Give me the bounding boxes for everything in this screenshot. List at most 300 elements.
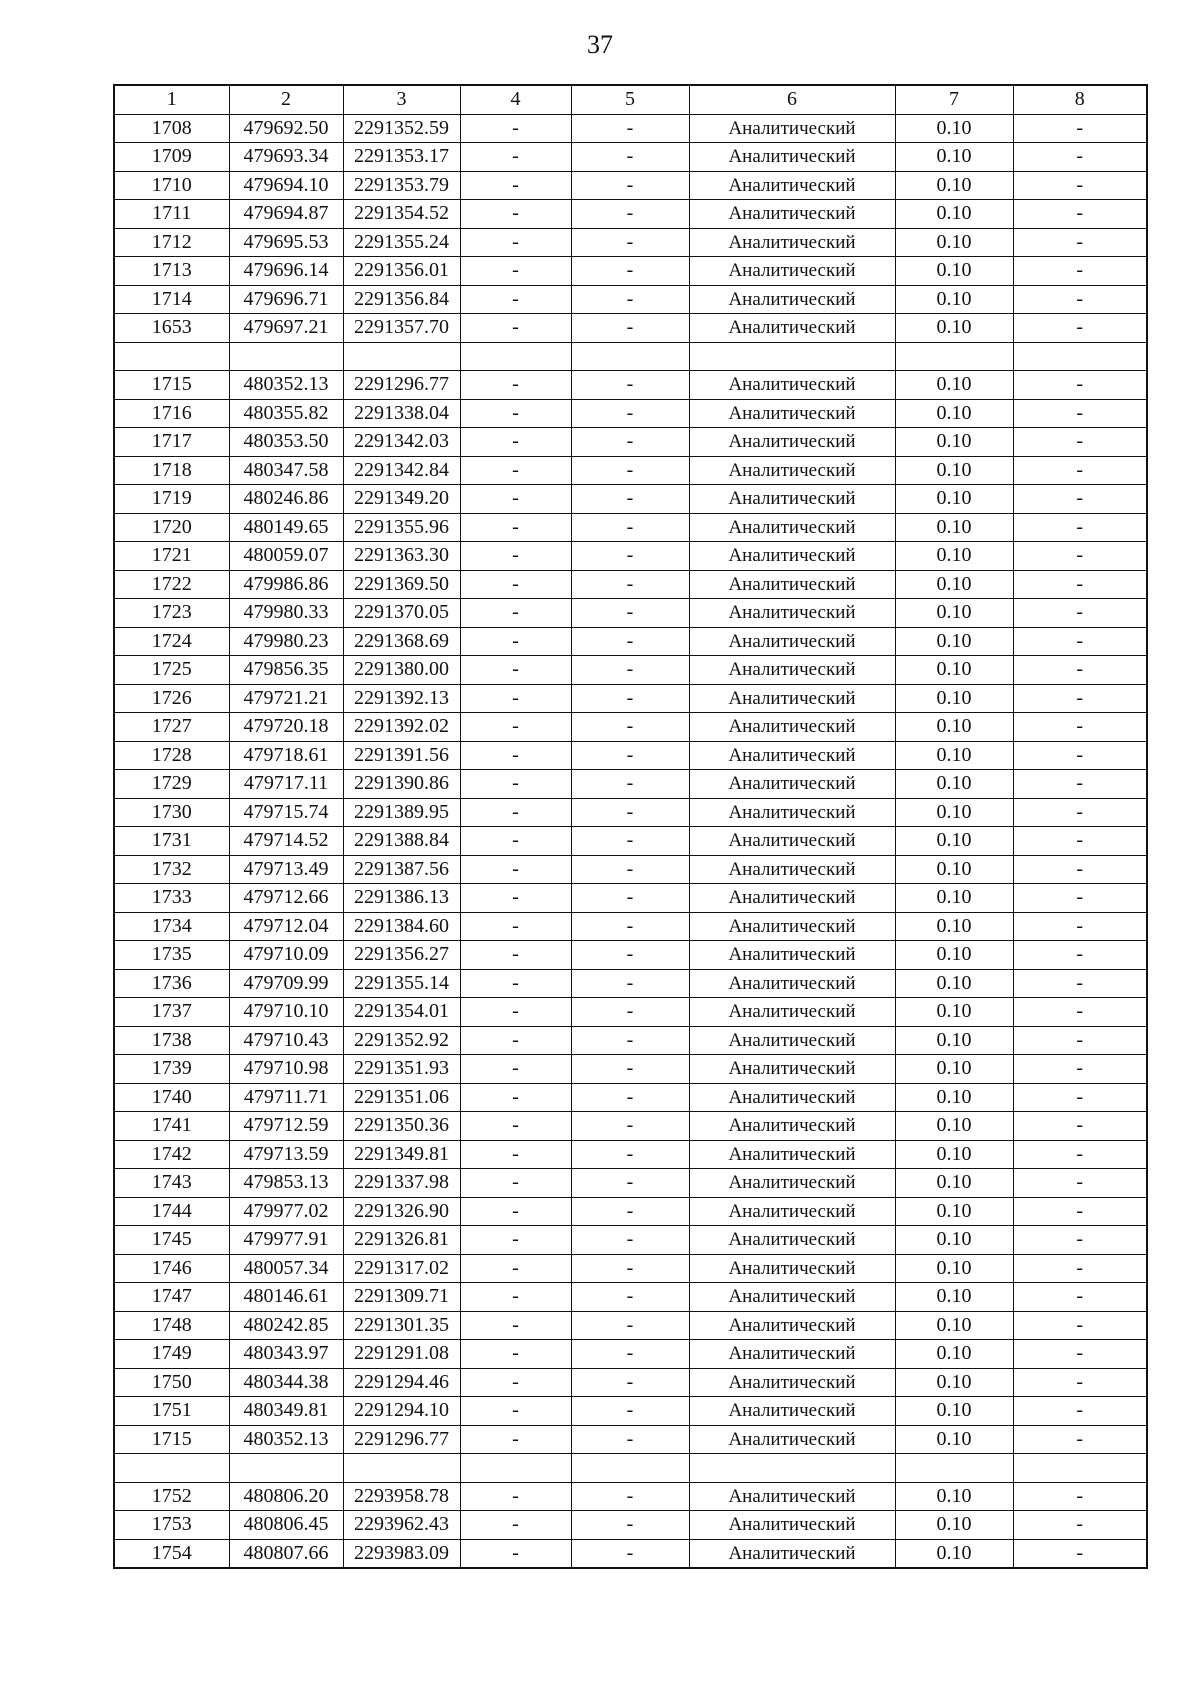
x-coordinate-cell: 479712.04 [229, 912, 343, 941]
col5-cell: - [571, 570, 689, 599]
col8-cell: - [1013, 1482, 1147, 1511]
x-coordinate-cell: 479692.50 [229, 114, 343, 143]
accuracy-cell: 0.10 [895, 200, 1013, 229]
col8-cell: - [1013, 1083, 1147, 1112]
method-cell: Аналитический [689, 371, 895, 400]
col8-cell: - [1013, 884, 1147, 913]
y-coordinate-cell: 2291354.52 [343, 200, 460, 229]
method-cell: Аналитический [689, 827, 895, 856]
y-coordinate-cell: 2291353.79 [343, 171, 460, 200]
col5-cell: - [571, 257, 689, 286]
method-cell: Аналитический [689, 513, 895, 542]
table-row [114, 1254, 1147, 1283]
method-cell: Аналитический [689, 1026, 895, 1055]
col5-cell: - [571, 1026, 689, 1055]
header-row [114, 85, 1147, 114]
col4-cell: - [460, 941, 571, 970]
table-row [114, 1083, 1147, 1112]
col5-cell: - [571, 741, 689, 770]
accuracy-cell: 0.10 [895, 941, 1013, 970]
x-coordinate-cell: 479693.34 [229, 143, 343, 172]
col5-cell: - [571, 513, 689, 542]
method-cell: Аналитический [689, 1112, 895, 1141]
col5-cell: - [571, 855, 689, 884]
col8-cell: - [1013, 1539, 1147, 1568]
accuracy-cell: 0.10 [895, 257, 1013, 286]
col4-cell: - [460, 200, 571, 229]
col4-cell: - [460, 456, 571, 485]
col5-cell: - [571, 941, 689, 970]
accuracy-cell: 0.10 [895, 428, 1013, 457]
y-coordinate-cell: 2291355.14 [343, 969, 460, 998]
col5-cell [571, 1454, 689, 1483]
table-row [114, 1454, 1147, 1483]
y-coordinate-cell: 2291291.08 [343, 1340, 460, 1369]
table-row [114, 1340, 1147, 1369]
col4-cell: - [460, 1140, 571, 1169]
y-coordinate-cell: 2291326.90 [343, 1197, 460, 1226]
col5-cell: - [571, 599, 689, 628]
x-coordinate-cell: 480355.82 [229, 399, 343, 428]
point-number-cell: 1714 [114, 285, 229, 314]
accuracy-cell: 0.10 [895, 228, 1013, 257]
col5-cell: - [571, 1055, 689, 1084]
col8-cell: - [1013, 1026, 1147, 1055]
accuracy-cell: 0.10 [895, 1026, 1013, 1055]
method-cell: Аналитический [689, 741, 895, 770]
method-cell: Аналитический [689, 599, 895, 628]
y-coordinate-cell: 2291388.84 [343, 827, 460, 856]
method-cell: Аналитический [689, 228, 895, 257]
y-coordinate-cell: 2291380.00 [343, 656, 460, 685]
col4-cell: - [460, 827, 571, 856]
col5-cell: - [571, 171, 689, 200]
table-row [114, 1482, 1147, 1511]
x-coordinate-cell: 479977.91 [229, 1226, 343, 1255]
point-number-cell: 1725 [114, 656, 229, 685]
x-coordinate-cell: 480344.38 [229, 1368, 343, 1397]
method-cell: Аналитический [689, 200, 895, 229]
y-coordinate-cell: 2291354.01 [343, 998, 460, 1027]
accuracy-cell: 0.10 [895, 485, 1013, 514]
point-number-cell [114, 342, 229, 371]
y-coordinate-cell: 2291387.56 [343, 855, 460, 884]
x-coordinate-cell: 479717.11 [229, 770, 343, 799]
col4-cell: - [460, 1311, 571, 1340]
col4-cell: - [460, 228, 571, 257]
col4-cell: - [460, 1254, 571, 1283]
method-cell: Аналитический [689, 285, 895, 314]
method-cell: Аналитический [689, 798, 895, 827]
method-cell: Аналитический [689, 912, 895, 941]
col8-cell: - [1013, 228, 1147, 257]
col4-cell: - [460, 314, 571, 343]
table-row [114, 1026, 1147, 1055]
x-coordinate-cell: 479694.87 [229, 200, 343, 229]
col4-cell: - [460, 399, 571, 428]
col8-cell: - [1013, 513, 1147, 542]
col5-cell: - [571, 827, 689, 856]
x-coordinate-cell: 479712.59 [229, 1112, 343, 1141]
point-number-cell: 1736 [114, 969, 229, 998]
method-cell: Аналитический [689, 656, 895, 685]
col4-cell: - [460, 855, 571, 884]
point-number-cell: 1717 [114, 428, 229, 457]
table-row [114, 941, 1147, 970]
method-cell: Аналитический [689, 314, 895, 343]
col8-cell: - [1013, 285, 1147, 314]
accuracy-cell: 0.10 [895, 1397, 1013, 1426]
table-row [114, 1511, 1147, 1540]
col4-cell [460, 1454, 571, 1483]
col4-cell: - [460, 969, 571, 998]
table-row [114, 855, 1147, 884]
point-number-cell: 1732 [114, 855, 229, 884]
table-row [114, 684, 1147, 713]
x-coordinate-cell: 480059.07 [229, 542, 343, 571]
x-coordinate-cell: 480242.85 [229, 1311, 343, 1340]
y-coordinate-cell: 2291390.86 [343, 770, 460, 799]
y-coordinate-cell: 2291356.01 [343, 257, 460, 286]
col4-cell: - [460, 485, 571, 514]
accuracy-cell: 0.10 [895, 1425, 1013, 1454]
col4-cell: - [460, 798, 571, 827]
accuracy-cell: 0.10 [895, 143, 1013, 172]
method-cell: Аналитический [689, 855, 895, 884]
accuracy-cell: 0.10 [895, 456, 1013, 485]
col4-cell: - [460, 599, 571, 628]
table-row [114, 1311, 1147, 1340]
method-cell: Аналитический [689, 1368, 895, 1397]
x-coordinate-cell: 479720.18 [229, 713, 343, 742]
table-row [114, 1283, 1147, 1312]
col5-cell: - [571, 399, 689, 428]
point-number-cell: 1744 [114, 1197, 229, 1226]
col8-cell: - [1013, 542, 1147, 571]
col8-cell: - [1013, 1226, 1147, 1255]
col8-cell: - [1013, 627, 1147, 656]
accuracy-cell: 0.10 [895, 1283, 1013, 1312]
col4-cell: - [460, 1197, 571, 1226]
y-coordinate-cell: 2293958.78 [343, 1482, 460, 1511]
accuracy-cell: 0.10 [895, 798, 1013, 827]
y-coordinate-cell: 2291301.35 [343, 1311, 460, 1340]
y-coordinate-cell: 2291368.69 [343, 627, 460, 656]
col5-cell: - [571, 1083, 689, 1112]
y-coordinate-cell: 2291342.84 [343, 456, 460, 485]
point-number-cell: 1709 [114, 143, 229, 172]
col4-cell: - [460, 656, 571, 685]
y-coordinate-cell: 2291357.70 [343, 314, 460, 343]
y-coordinate-cell: 2291369.50 [343, 570, 460, 599]
method-cell: Аналитический [689, 713, 895, 742]
table-row [114, 428, 1147, 457]
x-coordinate-cell: 479980.23 [229, 627, 343, 656]
method-cell: Аналитический [689, 884, 895, 913]
table-row [114, 627, 1147, 656]
y-coordinate-cell: 2291337.98 [343, 1169, 460, 1198]
point-number-cell: 1743 [114, 1169, 229, 1198]
point-number-cell: 1748 [114, 1311, 229, 1340]
point-number-cell: 1722 [114, 570, 229, 599]
point-number-cell: 1753 [114, 1511, 229, 1540]
col5-cell: - [571, 285, 689, 314]
point-number-cell: 1715 [114, 371, 229, 400]
col5-cell: - [571, 1368, 689, 1397]
column-header: 7 [895, 85, 1013, 114]
y-coordinate-cell [343, 342, 460, 371]
point-number-cell: 1728 [114, 741, 229, 770]
y-coordinate-cell: 2291370.05 [343, 599, 460, 628]
col4-cell: - [460, 1511, 571, 1540]
col5-cell: - [571, 428, 689, 457]
x-coordinate-cell: 480057.34 [229, 1254, 343, 1283]
accuracy-cell: 0.10 [895, 684, 1013, 713]
point-number-cell [114, 1454, 229, 1483]
table-row [114, 1425, 1147, 1454]
accuracy-cell: 0.10 [895, 1340, 1013, 1369]
col4-cell: - [460, 1283, 571, 1312]
table-row [114, 770, 1147, 799]
col4-cell: - [460, 542, 571, 571]
table-row [114, 114, 1147, 143]
table-row [114, 1368, 1147, 1397]
point-number-cell: 1754 [114, 1539, 229, 1568]
method-cell: Аналитический [689, 998, 895, 1027]
accuracy-cell: 0.10 [895, 884, 1013, 913]
y-coordinate-cell: 2293962.43 [343, 1511, 460, 1540]
method-cell: Аналитический [689, 542, 895, 571]
column-header: 5 [571, 85, 689, 114]
col4-cell: - [460, 1397, 571, 1426]
y-coordinate-cell: 2291389.95 [343, 798, 460, 827]
y-coordinate-cell: 2291392.02 [343, 713, 460, 742]
accuracy-cell: 0.10 [895, 314, 1013, 343]
y-coordinate-cell [343, 1454, 460, 1483]
col8-cell: - [1013, 371, 1147, 400]
col8-cell: - [1013, 399, 1147, 428]
x-coordinate-cell: 480807.66 [229, 1539, 343, 1568]
point-number-cell: 1713 [114, 257, 229, 286]
point-number-cell: 1734 [114, 912, 229, 941]
table-row [114, 1397, 1147, 1426]
table-row [114, 969, 1147, 998]
accuracy-cell [895, 1454, 1013, 1483]
method-cell: Аналитический [689, 1311, 895, 1340]
x-coordinate-cell: 479710.43 [229, 1026, 343, 1055]
point-number-cell: 1729 [114, 770, 229, 799]
accuracy-cell: 0.10 [895, 599, 1013, 628]
column-header: 2 [229, 85, 343, 114]
x-coordinate-cell: 480149.65 [229, 513, 343, 542]
accuracy-cell: 0.10 [895, 855, 1013, 884]
x-coordinate-cell: 480806.45 [229, 1511, 343, 1540]
col8-cell: - [1013, 770, 1147, 799]
x-coordinate-cell: 480806.20 [229, 1482, 343, 1511]
method-cell: Аналитический [689, 485, 895, 514]
method-cell: Аналитический [689, 941, 895, 970]
x-coordinate-cell: 479696.71 [229, 285, 343, 314]
accuracy-cell: 0.10 [895, 171, 1013, 200]
table-row [114, 513, 1147, 542]
accuracy-cell: 0.10 [895, 1197, 1013, 1226]
table-row [114, 884, 1147, 913]
col4-cell: - [460, 713, 571, 742]
table-row [114, 342, 1147, 371]
accuracy-cell: 0.10 [895, 969, 1013, 998]
method-cell: Аналитический [689, 1140, 895, 1169]
x-coordinate-cell: 479713.49 [229, 855, 343, 884]
col8-cell: - [1013, 912, 1147, 941]
col5-cell: - [571, 656, 689, 685]
table-body [114, 114, 1147, 1568]
point-number-cell: 1750 [114, 1368, 229, 1397]
method-cell: Аналитический [689, 627, 895, 656]
accuracy-cell: 0.10 [895, 1112, 1013, 1141]
col5-cell: - [571, 1226, 689, 1255]
col4-cell: - [460, 570, 571, 599]
y-coordinate-cell: 2293983.09 [343, 1539, 460, 1568]
col8-cell: - [1013, 570, 1147, 599]
y-coordinate-cell: 2291326.81 [343, 1226, 460, 1255]
col5-cell: - [571, 143, 689, 172]
point-number-cell: 1752 [114, 1482, 229, 1511]
col4-cell: - [460, 1026, 571, 1055]
x-coordinate-cell: 479856.35 [229, 656, 343, 685]
col8-cell: - [1013, 827, 1147, 856]
accuracy-cell: 0.10 [895, 627, 1013, 656]
col8-cell: - [1013, 143, 1147, 172]
x-coordinate-cell: 480146.61 [229, 1283, 343, 1312]
col8-cell: - [1013, 1140, 1147, 1169]
x-coordinate-cell: 479853.13 [229, 1169, 343, 1198]
method-cell: Аналитический [689, 1511, 895, 1540]
accuracy-cell: 0.10 [895, 1055, 1013, 1084]
method-cell: Аналитический [689, 1283, 895, 1312]
x-coordinate-cell: 479697.21 [229, 314, 343, 343]
x-coordinate-cell [229, 1454, 343, 1483]
method-cell [689, 342, 895, 371]
col8-cell: - [1013, 1254, 1147, 1283]
point-number-cell: 1733 [114, 884, 229, 913]
x-coordinate-cell: 480246.86 [229, 485, 343, 514]
method-cell: Аналитический [689, 1425, 895, 1454]
col5-cell [571, 342, 689, 371]
col4-cell: - [460, 741, 571, 770]
point-number-cell: 1738 [114, 1026, 229, 1055]
col4-cell: - [460, 912, 571, 941]
point-number-cell: 1741 [114, 1112, 229, 1141]
table-row [114, 314, 1147, 343]
method-cell: Аналитический [689, 1254, 895, 1283]
col5-cell: - [571, 798, 689, 827]
point-number-cell: 1746 [114, 1254, 229, 1283]
accuracy-cell: 0.10 [895, 1254, 1013, 1283]
point-number-cell: 1719 [114, 485, 229, 514]
x-coordinate-cell: 479977.02 [229, 1197, 343, 1226]
point-number-cell: 1720 [114, 513, 229, 542]
accuracy-cell: 0.10 [895, 770, 1013, 799]
accuracy-cell: 0.10 [895, 1226, 1013, 1255]
y-coordinate-cell: 2291392.13 [343, 684, 460, 713]
col4-cell: - [460, 1368, 571, 1397]
y-coordinate-cell: 2291356.27 [343, 941, 460, 970]
coordinates-table [113, 84, 1148, 1569]
point-number-cell: 1718 [114, 456, 229, 485]
point-number-cell: 1731 [114, 827, 229, 856]
col4-cell: - [460, 171, 571, 200]
table-row [114, 1539, 1147, 1568]
col8-cell: - [1013, 200, 1147, 229]
y-coordinate-cell: 2291352.59 [343, 114, 460, 143]
method-cell: Аналитический [689, 1226, 895, 1255]
table-row [114, 912, 1147, 941]
x-coordinate-cell [229, 342, 343, 371]
col4-cell: - [460, 1083, 571, 1112]
table-row [114, 998, 1147, 1027]
method-cell: Аналитический [689, 969, 895, 998]
accuracy-cell: 0.10 [895, 998, 1013, 1027]
col8-cell: - [1013, 684, 1147, 713]
col8-cell [1013, 342, 1147, 371]
accuracy-cell: 0.10 [895, 1311, 1013, 1340]
col8-cell: - [1013, 257, 1147, 286]
y-coordinate-cell: 2291352.92 [343, 1026, 460, 1055]
accuracy-cell: 0.10 [895, 1368, 1013, 1397]
method-cell [689, 1454, 895, 1483]
col8-cell: - [1013, 485, 1147, 514]
table-row [114, 713, 1147, 742]
col8-cell: - [1013, 941, 1147, 970]
col8-cell: - [1013, 171, 1147, 200]
x-coordinate-cell: 479715.74 [229, 798, 343, 827]
col8-cell: - [1013, 428, 1147, 457]
col5-cell: - [571, 1254, 689, 1283]
accuracy-cell: 0.10 [895, 1140, 1013, 1169]
col4-cell: - [460, 684, 571, 713]
method-cell: Аналитический [689, 1197, 895, 1226]
method-cell: Аналитический [689, 399, 895, 428]
col8-cell: - [1013, 855, 1147, 884]
point-number-cell: 1749 [114, 1340, 229, 1369]
col4-cell: - [460, 998, 571, 1027]
col5-cell: - [571, 684, 689, 713]
accuracy-cell: 0.10 [895, 570, 1013, 599]
point-number-cell: 1715 [114, 1425, 229, 1454]
accuracy-cell: 0.10 [895, 542, 1013, 571]
accuracy-cell: 0.10 [895, 1169, 1013, 1198]
point-number-cell: 1708 [114, 114, 229, 143]
col8-cell: - [1013, 1511, 1147, 1540]
column-header: 6 [689, 85, 895, 114]
column-header: 3 [343, 85, 460, 114]
x-coordinate-cell: 479721.21 [229, 684, 343, 713]
accuracy-cell: 0.10 [895, 741, 1013, 770]
col8-cell: - [1013, 1112, 1147, 1141]
y-coordinate-cell: 2291386.13 [343, 884, 460, 913]
table-row [114, 1197, 1147, 1226]
page-number: 37 [587, 30, 613, 59]
col5-cell: - [571, 969, 689, 998]
col8-cell: - [1013, 969, 1147, 998]
col4-cell: - [460, 513, 571, 542]
y-coordinate-cell: 2291363.30 [343, 542, 460, 571]
x-coordinate-cell: 480349.81 [229, 1397, 343, 1426]
column-header: 1 [114, 85, 229, 114]
method-cell: Аналитический [689, 1169, 895, 1198]
y-coordinate-cell: 2291350.36 [343, 1112, 460, 1141]
col4-cell: - [460, 143, 571, 172]
